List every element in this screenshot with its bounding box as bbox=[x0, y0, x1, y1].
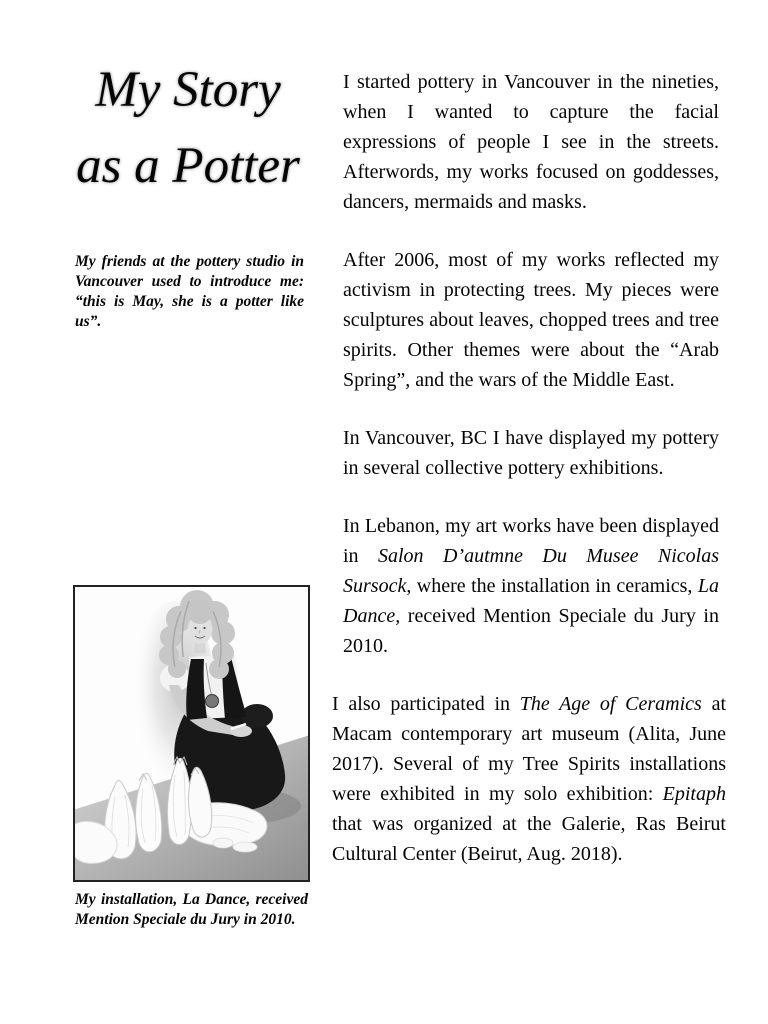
photo-caption: My installation, La Dance, received Mention Speciale du Jury in 2010. bbox=[75, 891, 308, 928]
article-column bbox=[332, 67, 726, 897]
body-paragraph-5: I also participated in The Age of Ceramics at Macam contemporary art museum (Alita, June 2017). Several of my Tree Spirits installations were exhibited in my solo exhibition: Epitaph that was organized at the Galerie, Ras Beirut Cultural Center (Beirut, Aug. 2018). bbox=[332, 693, 726, 865]
title-line-1: My Story bbox=[95, 62, 281, 118]
body-paragraph-4: In Lebanon, my art works have been displayed in Salon D’autmne Du Musee Nicolas Sursock, where the installation in ceramics, La Dance, received Mention Speciale du Jury in 2010. bbox=[343, 515, 720, 657]
body-paragraph-2: After 2006, most of my works reflected my activism in protecting trees. My pieces were sculptures about leaves, chopped trees and tree spirits. Other themes were about the “Arab Spring”, and the wars of the Middle East. bbox=[343, 249, 719, 391]
body-paragraph-1: I started pottery in Vancouver in the nineties, when I wanted to capture the facial expressions of people I see in the streets. Afterwords, my works focused on goddesses, dancers, mermaids and masks. bbox=[343, 71, 719, 213]
potter-photo-illustration bbox=[73, 585, 310, 882]
page-title bbox=[50, 52, 326, 204]
intro-caption: My friends at the pottery studio in Vancouver used to introduce me: “this is May, she is a potter like us”. bbox=[75, 253, 304, 330]
potter-photo bbox=[73, 585, 310, 882]
body-paragraph-3: In Vancouver, BC I have displayed my pottery in several collective pottery exhibitions. bbox=[343, 427, 719, 479]
title-line-2: as a Potter bbox=[76, 138, 300, 194]
